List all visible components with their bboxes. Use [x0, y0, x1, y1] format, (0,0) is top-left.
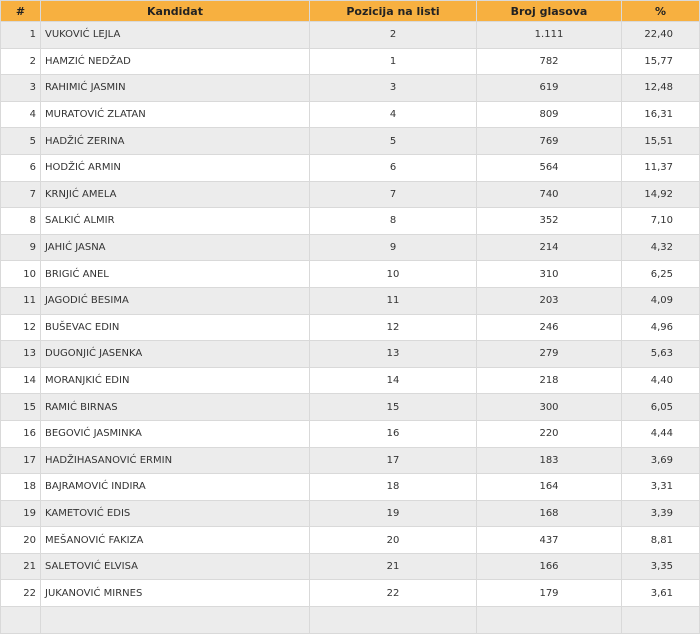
- list-position-cell: 4: [310, 101, 477, 128]
- votes-cell: 164: [477, 474, 622, 501]
- list-position-cell: [310, 607, 477, 634]
- percent-cell: 15,51: [622, 128, 700, 155]
- table-row: [1, 367, 700, 394]
- list-position-cell: 12: [310, 314, 477, 341]
- rank-cell: 1: [1, 22, 41, 49]
- table-row: [1, 580, 700, 607]
- candidate-name-cell: HADŽIĆ ZERINA: [41, 128, 310, 155]
- votes-cell: 179: [477, 580, 622, 607]
- header-rank[interactable]: #: [1, 1, 41, 22]
- votes-cell: 769: [477, 128, 622, 155]
- candidate-name-cell: BEGOVIĆ JASMINKA: [41, 420, 310, 447]
- table-row: [1, 22, 700, 49]
- rank-cell: 18: [1, 474, 41, 501]
- candidate-name-cell: HAMZIĆ NEDŽAD: [41, 48, 310, 75]
- list-position-cell: 18: [310, 474, 477, 501]
- percent-cell: 3,69: [622, 447, 700, 474]
- votes-cell: [477, 607, 622, 634]
- table-row: [1, 128, 700, 155]
- header-list-position[interactable]: Pozicija na listi: [310, 1, 477, 22]
- candidate-name-cell: RAMIĆ BIRNAS: [41, 394, 310, 421]
- candidate-name-cell: MEŠANOVIĆ FAKIZA: [41, 527, 310, 554]
- candidate-name-cell: SALKIĆ ALMIR: [41, 208, 310, 235]
- list-position-cell: 5: [310, 128, 477, 155]
- percent-cell: 4,09: [622, 287, 700, 314]
- rank-cell: 14: [1, 367, 41, 394]
- candidate-name-cell: BAJRAMOVIĆ INDIRA: [41, 474, 310, 501]
- list-position-cell: 6: [310, 154, 477, 181]
- percent-cell: 4,40: [622, 367, 700, 394]
- percent-cell: 8,81: [622, 527, 700, 554]
- rank-cell: 22: [1, 580, 41, 607]
- table-row: [1, 474, 700, 501]
- votes-cell: 740: [477, 181, 622, 208]
- votes-cell: 214: [477, 234, 622, 261]
- percent-cell: 4,32: [622, 234, 700, 261]
- rank-cell: 12: [1, 314, 41, 341]
- rank-cell: 16: [1, 420, 41, 447]
- percent-cell: 5,63: [622, 341, 700, 368]
- votes-cell: 183: [477, 447, 622, 474]
- list-position-cell: 7: [310, 181, 477, 208]
- rank-cell: 13: [1, 341, 41, 368]
- rank-cell: [1, 607, 41, 634]
- percent-cell: 14,92: [622, 181, 700, 208]
- list-position-cell: 17: [310, 447, 477, 474]
- votes-cell: 310: [477, 261, 622, 288]
- rank-cell: 5: [1, 128, 41, 155]
- candidate-name-cell: KAMETOVIĆ EDIS: [41, 500, 310, 527]
- list-position-cell: 11: [310, 287, 477, 314]
- list-position-cell: 8: [310, 208, 477, 235]
- rank-cell: 19: [1, 500, 41, 527]
- list-position-cell: 19: [310, 500, 477, 527]
- rank-cell: 21: [1, 553, 41, 580]
- header-candidate[interactable]: Kandidat: [41, 1, 310, 22]
- votes-cell: 218: [477, 367, 622, 394]
- results-body: [1, 22, 700, 634]
- votes-cell: 246: [477, 314, 622, 341]
- rank-cell: 7: [1, 181, 41, 208]
- table-row: [1, 208, 700, 235]
- list-position-cell: 22: [310, 580, 477, 607]
- table-row: [1, 553, 700, 580]
- list-position-cell: 16: [310, 420, 477, 447]
- rank-cell: 2: [1, 48, 41, 75]
- votes-cell: 168: [477, 500, 622, 527]
- list-position-cell: 2: [310, 22, 477, 49]
- candidate-name-cell: VUKOVIĆ LEJLA: [41, 22, 310, 49]
- votes-cell: 564: [477, 154, 622, 181]
- percent-cell: 22,40: [622, 22, 700, 49]
- percent-cell: 6,05: [622, 394, 700, 421]
- candidate-name-cell: BRIGIĆ ANEL: [41, 261, 310, 288]
- rank-cell: 3: [1, 75, 41, 102]
- candidate-name-cell: HODŽIĆ ARMIN: [41, 154, 310, 181]
- votes-cell: 437: [477, 527, 622, 554]
- percent-cell: 3,35: [622, 553, 700, 580]
- table-row: [1, 447, 700, 474]
- candidate-name-cell: JAGODIĆ BESIMA: [41, 287, 310, 314]
- votes-cell: 279: [477, 341, 622, 368]
- candidate-name-cell: RAHIMIĆ JASMIN: [41, 75, 310, 102]
- header-row: [1, 1, 700, 22]
- header-percent[interactable]: %: [622, 1, 700, 22]
- rank-cell: 20: [1, 527, 41, 554]
- percent-cell: 3,39: [622, 500, 700, 527]
- percent-cell: 11,37: [622, 154, 700, 181]
- list-position-cell: 10: [310, 261, 477, 288]
- table-row: [1, 154, 700, 181]
- rank-cell: 9: [1, 234, 41, 261]
- percent-cell: 6,25: [622, 261, 700, 288]
- table-row: [1, 420, 700, 447]
- rank-cell: 6: [1, 154, 41, 181]
- percent-cell: 4,44: [622, 420, 700, 447]
- votes-cell: 166: [477, 553, 622, 580]
- table-row: [1, 287, 700, 314]
- table-row: [1, 314, 700, 341]
- candidate-name-cell: JUKANOVIĆ MIRNES: [41, 580, 310, 607]
- list-position-cell: 15: [310, 394, 477, 421]
- rank-cell: 8: [1, 208, 41, 235]
- table-row: [1, 527, 700, 554]
- votes-cell: 619: [477, 75, 622, 102]
- list-position-cell: 9: [310, 234, 477, 261]
- table-row: [1, 181, 700, 208]
- candidate-name-cell: MORANJKIĆ EDIN: [41, 367, 310, 394]
- votes-cell: 300: [477, 394, 622, 421]
- table-row: [1, 261, 700, 288]
- votes-cell: 352: [477, 208, 622, 235]
- rank-cell: 10: [1, 261, 41, 288]
- list-position-cell: 14: [310, 367, 477, 394]
- percent-cell: 3,31: [622, 474, 700, 501]
- table-row: [1, 101, 700, 128]
- table-row: [1, 75, 700, 102]
- list-position-cell: 13: [310, 341, 477, 368]
- percent-cell: 3,61: [622, 580, 700, 607]
- table-row: [1, 234, 700, 261]
- candidate-name-cell: MURATOVIĆ ZLATAN: [41, 101, 310, 128]
- list-position-cell: 3: [310, 75, 477, 102]
- votes-cell: 220: [477, 420, 622, 447]
- percent-cell: 7,10: [622, 208, 700, 235]
- votes-cell: 809: [477, 101, 622, 128]
- rank-cell: 11: [1, 287, 41, 314]
- votes-cell: 203: [477, 287, 622, 314]
- candidate-name-cell: JAHIĆ JASNA: [41, 234, 310, 261]
- candidate-name-cell: DUGONJIĆ JASENKA: [41, 341, 310, 368]
- rank-cell: 15: [1, 394, 41, 421]
- table-row: [1, 500, 700, 527]
- percent-cell: [622, 607, 700, 634]
- table-row: [1, 48, 700, 75]
- votes-cell: 1.111: [477, 22, 622, 49]
- percent-cell: 15,77: [622, 48, 700, 75]
- candidate-name-cell: HADŽIHASANOVIĆ ERMIN: [41, 447, 310, 474]
- table-row: [1, 341, 700, 368]
- candidate-name-cell: BUŠEVAC EDIN: [41, 314, 310, 341]
- list-position-cell: 20: [310, 527, 477, 554]
- candidate-name-cell: KRNJIĆ AMELA: [41, 181, 310, 208]
- percent-cell: 4,96: [622, 314, 700, 341]
- candidate-name-cell: [41, 607, 310, 634]
- rank-cell: 17: [1, 447, 41, 474]
- table-row: [1, 394, 700, 421]
- list-position-cell: 21: [310, 553, 477, 580]
- votes-cell: 782: [477, 48, 622, 75]
- list-position-cell: 1: [310, 48, 477, 75]
- table-row: [1, 607, 700, 634]
- rank-cell: 4: [1, 101, 41, 128]
- candidate-name-cell: SALETOVIĆ ELVISA: [41, 553, 310, 580]
- percent-cell: 16,31: [622, 101, 700, 128]
- percent-cell: 12,48: [622, 75, 700, 102]
- header-votes[interactable]: Broj glasova: [477, 1, 622, 22]
